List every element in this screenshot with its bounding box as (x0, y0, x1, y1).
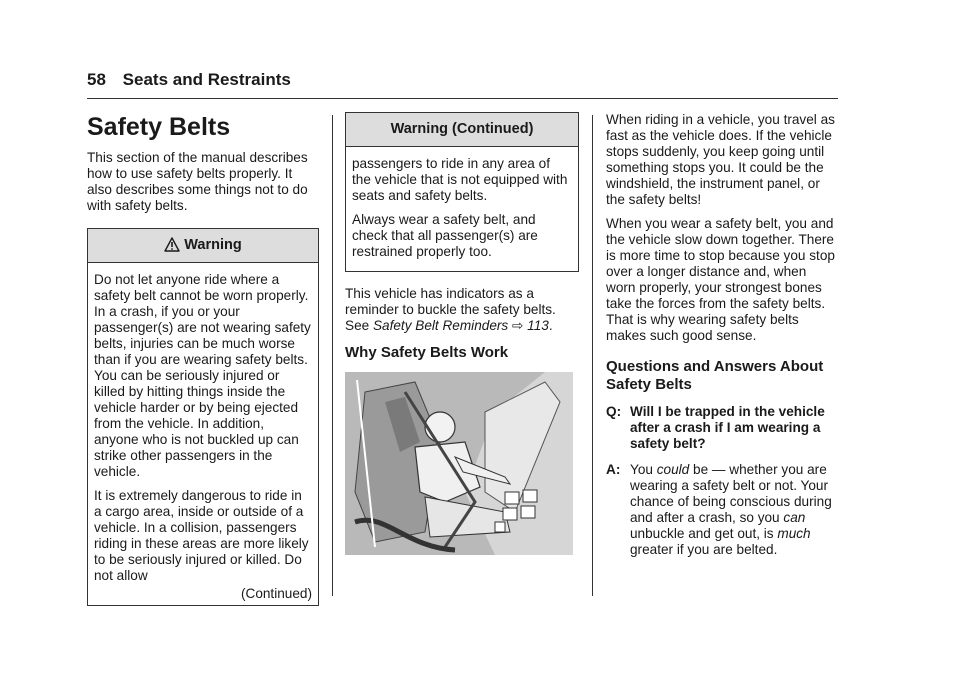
answer-end: greater if you are belted. (630, 542, 778, 557)
qa-heading: Questions and Answers About Safety Belts (606, 358, 824, 393)
warning-box (87, 228, 319, 606)
page-title: Safety Belts (87, 113, 231, 141)
continued-label: (Continued) (240, 586, 312, 601)
answer-tag: A: (606, 462, 621, 477)
warning-label: Warning (184, 237, 242, 253)
why-belts-work-heading: Why Safety Belts Work (345, 344, 509, 361)
answer-much: much (777, 526, 811, 541)
column-1 (87, 112, 319, 618)
riding-speed-paragraph: When riding in a vehicle, you travel as fast as the vehicle does. If the vehicle stops suddenly, you keep going until something stops you. It could be the windshield, the instrument panel, or the safety belts! (606, 112, 835, 207)
answer-could: could (656, 462, 690, 477)
warning-body (88, 263, 318, 605)
warning-continued-paragraph-1: passengers to ride in any area of the vehicle that is not equipped with seats and safety belts. (352, 156, 568, 203)
page-number: 58 (87, 70, 106, 89)
page-ref-number: 113 (527, 318, 549, 333)
header-rule (87, 98, 838, 99)
crash-test-illustration (345, 372, 573, 555)
question-tag: Q: (606, 404, 622, 419)
answer-middle-2: unbuckle and get out, is (630, 526, 774, 541)
column-divider-1 (332, 115, 333, 596)
indicators-paragraph (345, 286, 579, 334)
ref-period: . (548, 318, 553, 333)
column-2 (345, 112, 579, 555)
column-3 (606, 112, 838, 568)
warning-continued-paragraph-2: Always wear a safety belt, and check that all passenger(s) are restrained properly too. (352, 212, 538, 259)
answer-you: You (630, 462, 653, 477)
warning-header (88, 229, 318, 263)
section-title: Seats and Restraints (122, 70, 291, 89)
column-divider-2 (592, 115, 593, 596)
indicators-text: This vehicle has indicators as a reminder to buckle the safety belts. See (345, 286, 556, 333)
page-ref-arrow-icon: ⇨ (512, 318, 524, 333)
answer-middle: be — whether you are wearing a safety belt or not. Your chance of being conscious during and after a crash, so you (630, 462, 832, 525)
warning-continued-header: Warning (Continued) (346, 113, 578, 147)
intro-paragraph: This section of the manual describes how to use safety belts properly. It also describes some things not to do with safety belts. (87, 150, 308, 213)
answer-1 (606, 462, 838, 558)
warning-continued-body (346, 147, 578, 271)
wearing-belt-paragraph: When you wear a safety belt, you and the vehicle slow down together. There is more time to stop because you stop over a longer distance and, when worn properly, your strongest bones take the forces from the safety belts. That is why wearing safety belts makes such good sense. (606, 216, 835, 343)
warning-continued-box (345, 112, 579, 272)
question-1 (606, 404, 838, 452)
warning-paragraph-2: It is extremely dangerous to ride in a cargo area, inside or outside of a vehicle. In a collision, passengers riding in these areas are more likely to be seriously injured or killed. Do not allow (94, 488, 309, 583)
safety-belt-reminders-link[interactable]: Safety Belt Reminders (372, 318, 509, 333)
page-header (87, 70, 291, 90)
question-text: Will I be trapped in the vehicle after a crash if I am wearing a safety belt? (630, 404, 825, 451)
warning-paragraph-1: Do not let anyone ride where a safety belt cannot be worn properly. In a crash, if you or your passenger(s) are not wearing safety belts, injuries can be much worse than if you are wearing safety belts. You can be seriously injured or killed by hitting things inside the vehicle harder or by being ejected from the vehicle. In addition, anyone who is not buckled up can strike other passengers in the vehicle. (94, 272, 311, 479)
answer-can: can (783, 510, 806, 525)
warning-triangle-icon (164, 232, 180, 265)
